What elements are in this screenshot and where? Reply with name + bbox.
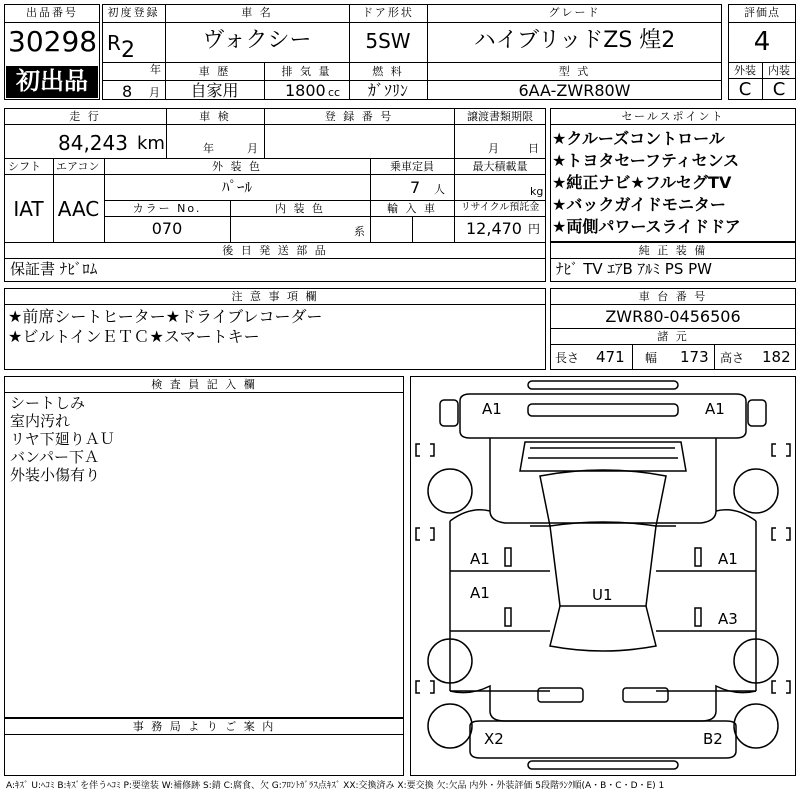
- inspector-label: 検 査 員 記 入 欄: [151, 378, 257, 391]
- mileage: 84,243: [58, 131, 128, 155]
- score-label: 評価点: [744, 6, 780, 19]
- equipment: ﾅﾋﾞ TV ｴｱB ｱﾙﾐ PS PW: [556, 260, 712, 278]
- car-name-label: 車 名: [241, 6, 273, 19]
- sales-point: ★純正ナビ★フルセグTV: [552, 173, 732, 192]
- fuel: ｶﾞｿﾘﾝ: [367, 81, 408, 100]
- capacity-unit: 人: [434, 183, 445, 196]
- mark-front-door-right: A1: [718, 550, 738, 568]
- color-no: 070: [151, 219, 183, 238]
- sales-points-label: セールスポイント: [621, 110, 725, 123]
- era: R: [107, 31, 121, 55]
- length: 471: [596, 348, 625, 366]
- exterior-label: 外装: [734, 64, 756, 77]
- mileage-unit: km: [137, 133, 165, 154]
- recycle-unit: 円: [528, 222, 541, 236]
- month-unit: 月: [149, 86, 160, 99]
- capacity: 7: [410, 178, 421, 197]
- interior-color-unit: 系: [354, 225, 365, 238]
- transfer-label: 譲渡書類期限: [467, 110, 533, 123]
- interior-label: 内装: [768, 64, 790, 77]
- ac: AAC: [57, 197, 100, 221]
- door-label: ドア形状: [362, 6, 414, 19]
- color-no-label: カラー No.: [132, 202, 202, 215]
- grade: ハイブリッドZS 煌2: [473, 28, 676, 53]
- later-parts: 保証書 ﾅﾋﾞﾛﾑ: [10, 260, 98, 278]
- load-label: 最大積載量: [472, 160, 528, 173]
- inspector-line: リヤ下廻りＡＵ: [10, 430, 115, 448]
- first-listing-text: 初出品: [16, 67, 88, 95]
- history-label: 車 歴: [198, 65, 231, 78]
- chassis-label: 車 台 番 号: [638, 290, 708, 303]
- color-label: 外 装 色: [212, 160, 262, 173]
- shift: IAT: [13, 197, 44, 221]
- inspection-year-unit: 年: [203, 142, 214, 155]
- lot-label: 出品番号: [26, 6, 78, 19]
- recycle-label: リサイクル預託金: [460, 202, 540, 213]
- color: ﾊﾟｰﾙ: [221, 178, 252, 196]
- interior-color-label: 内 装 色: [275, 202, 325, 215]
- mark-front-door-left: A1: [470, 550, 490, 568]
- load-unit: kg: [530, 185, 544, 198]
- import-label: 輸 入 車: [387, 202, 437, 215]
- sales-point: ★クルーズコントロール: [552, 129, 725, 148]
- notes-label: 注 意 事 項 欄: [231, 290, 319, 303]
- door-type: 5SW: [365, 29, 411, 53]
- displacement-unit: cc: [328, 86, 341, 99]
- inspector-line: 外装小傷有り: [10, 466, 101, 484]
- ac-label: エアコン: [56, 160, 100, 173]
- inspector-line: 室内汚れ: [10, 412, 71, 430]
- mark-rear-right: B2: [703, 730, 723, 748]
- sales-point: ★トヨタセーフティセンス: [552, 151, 740, 170]
- transfer-month-unit: 月: [488, 142, 499, 155]
- width-label: 幅: [645, 351, 658, 365]
- sales-point: ★バックガイドモニター: [552, 195, 726, 214]
- office-label: 事 務 局 よ り ご 案 内: [132, 720, 276, 733]
- width: 173: [680, 348, 709, 366]
- shift-label: シフト: [8, 160, 41, 173]
- model: 6AA-ZWR80W: [518, 81, 631, 100]
- mark-rear-left: X2: [484, 730, 504, 748]
- registration-label: 登 録 番 号: [324, 110, 394, 123]
- inspector-line: シートしみ: [10, 394, 86, 412]
- chassis-number: ZWR80-0456506: [605, 307, 741, 326]
- equipment-label: 純 正 装 備: [638, 244, 708, 257]
- mark-rear-door-left: A1: [470, 584, 490, 602]
- recycle-fee: 12,470: [466, 219, 522, 238]
- exterior-grade: C: [738, 79, 752, 100]
- mark-front-left: A1: [482, 400, 502, 418]
- reg-year: 2: [121, 38, 135, 63]
- height: 182: [762, 348, 791, 366]
- interior-grade: C: [772, 79, 786, 100]
- inspection-label: 車 検: [199, 110, 231, 123]
- model-label: 型 式: [558, 65, 591, 78]
- inspector-line: バンパー下Ａ: [10, 448, 99, 466]
- history: 自家用: [190, 81, 239, 100]
- score: 4: [753, 27, 771, 57]
- displacement-label: 排 気 量: [281, 65, 332, 78]
- spec-label: 諸 元: [657, 330, 689, 343]
- displacement: 1800: [285, 81, 326, 100]
- capacity-label: 乗車定員: [390, 160, 434, 173]
- note-line: ★ビルトインＥＴＣ★スマートキー: [8, 327, 260, 346]
- grade-label: グレード: [548, 6, 601, 19]
- legend: A:ｷｽﾞ U:ﾍｺﾐ B:ｷｽﾞを伴うﾍｺﾐ P:要塗装 W:補修跡 S:錆 C:腐食、欠 G:ﾌﾛﾝﾄｶﾞﾗｽ点ｷｽﾞ XX:交換済み X:要交換 欠:欠品 内外・外装評価 5段階ﾗﾝｸ順(A・B・C・D・E) 1: [6, 781, 665, 791]
- inspection-month-unit: 月: [247, 142, 258, 155]
- lot-number: 30298: [8, 25, 98, 58]
- mark-rear-door-right: A3: [718, 610, 738, 628]
- transfer-day-unit: 日: [528, 142, 539, 155]
- reg-month: 8: [122, 82, 133, 101]
- height-label: 高さ: [720, 351, 745, 365]
- mark-roof: U1: [592, 586, 613, 604]
- sales-point: ★両側パワースライドドア: [552, 217, 741, 236]
- note-line: ★前席シートヒーター★ドライブレコーダー: [8, 307, 323, 326]
- first-reg-label: 初度登録: [107, 6, 160, 19]
- year-unit: 年: [150, 63, 161, 76]
- mark-front-right: A1: [705, 400, 725, 418]
- later-parts-label: 後 日 発 送 部 品: [222, 244, 328, 257]
- mileage-label: 走 行: [69, 110, 101, 123]
- car-diagram: [410, 376, 796, 776]
- fuel-label: 燃 料: [372, 65, 404, 78]
- length-label: 長さ: [555, 351, 580, 365]
- car-name: ヴォクシー: [202, 28, 312, 53]
